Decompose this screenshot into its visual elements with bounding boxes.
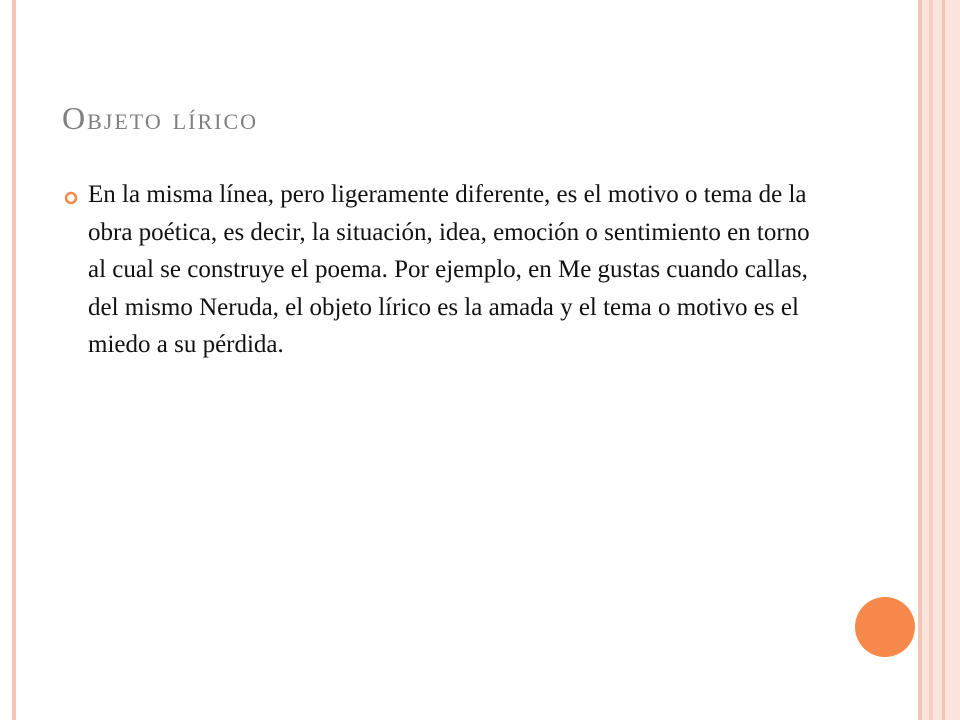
bullet-text: En la misma línea, pero ligeramente diferente, es el motivo o tema de la obra poética, es decir, la situación, idea, emoción o sentimiento en torno al cual se construye el poema. Por ejemplo, en Me gustas cuando callas, del mismo Neruda, el objeto lírico es la amada y el tema o motivo es el miedo a su pérdida. <box>88 181 810 358</box>
slide-title: Objeto lírico <box>62 100 259 136</box>
right-stripe-3 <box>933 0 942 720</box>
right-stripe-1 <box>922 0 929 720</box>
orange-circle-icon <box>855 597 915 657</box>
bullet-list <box>62 176 822 364</box>
right-stripe-5 <box>945 0 960 720</box>
bullet-ring-icon <box>62 178 80 216</box>
